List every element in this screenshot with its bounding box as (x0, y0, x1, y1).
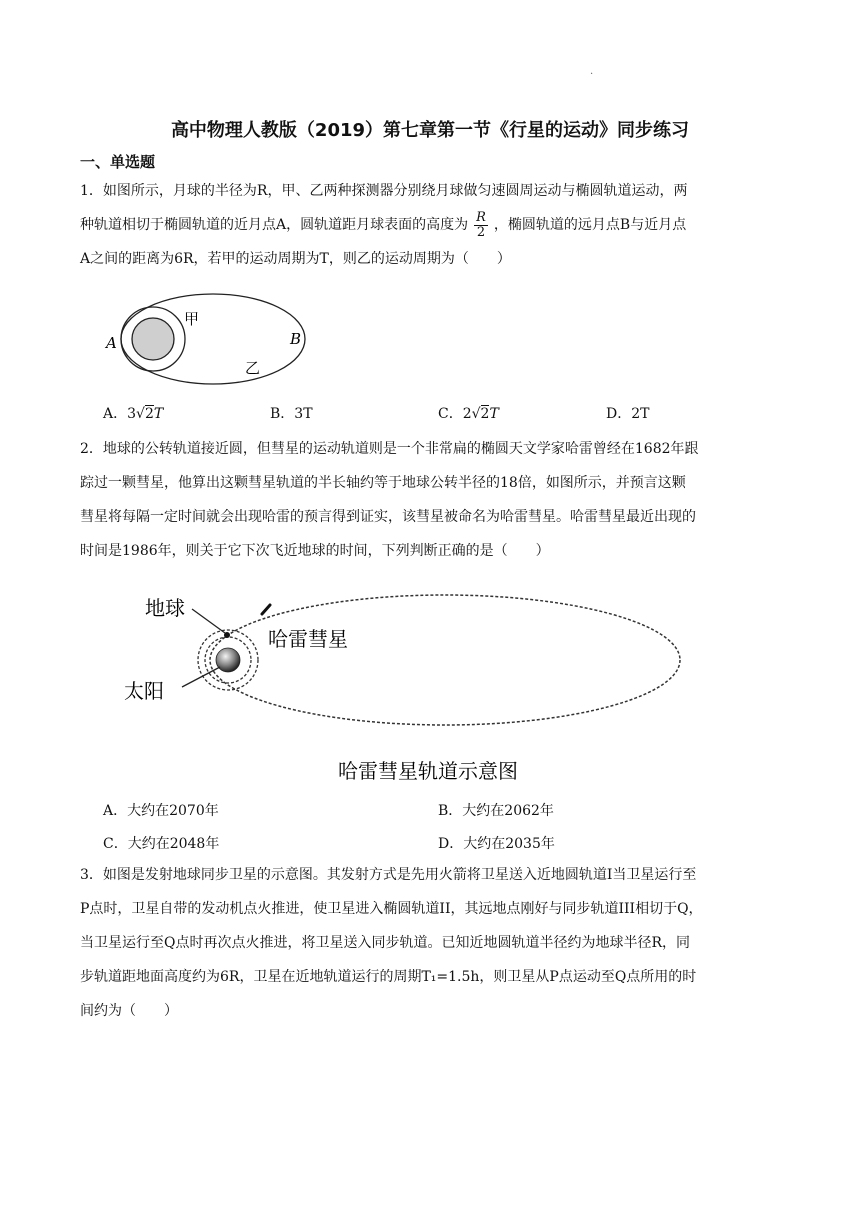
q1-option-c[interactable] (438, 403, 499, 423)
question-1-line-2 (80, 208, 780, 242)
earth-pointer (192, 609, 225, 633)
question-3-line-3: 当卫星运行至Q点时再次点火推进，将卫星送入同步轨道。已知近地圆轨道半径约为地球半径R，同 (80, 935, 691, 951)
question-3-line-2: P点时，卫星自带的发动机点火推进，使卫星进入椭圆轨道II，其远地点刚好与同步轨道III相切于Q， (80, 901, 703, 917)
figure-caption: 哈雷彗星轨道示意图 (338, 759, 518, 783)
q2-option-c[interactable]: C．大约在2048年 (103, 836, 220, 852)
question-3 (80, 858, 780, 1028)
question-3-line-5: 间约为（ ） (80, 1003, 178, 1019)
label-comet: 哈雷彗星 (268, 627, 348, 651)
fraction-denominator: 2 (476, 224, 486, 240)
question-1 (80, 174, 780, 276)
q2-option-a[interactable]: A．大约在2070年 (103, 803, 219, 819)
q1-option-c-prefix: C．2 (438, 406, 472, 422)
q1-option-a-prefix: A．3 (103, 406, 137, 422)
label-sun: 太阳 (124, 679, 164, 703)
moon (132, 318, 174, 360)
question-3-line-1: 3．如图是发射地球同步卫星的示意图。其发射方式是先用火箭将卫星送入近地圆轨道I当卫星运行至 (80, 867, 697, 883)
header-dot: . (590, 66, 594, 77)
sun-pointer (182, 667, 220, 687)
q1-option-b[interactable]: B．3T (270, 406, 313, 422)
question-1-line-2-end: ，椭圆轨道的远月点B与近月点 (493, 217, 687, 233)
label-jia: 甲 (184, 310, 200, 328)
fraction-r-over-2 (474, 211, 488, 240)
q2-option-b[interactable]: B．大约在2062年 (438, 803, 554, 819)
q2-option-d[interactable]: D．大约在2035年 (438, 836, 555, 852)
question-2 (80, 432, 780, 568)
q1-option-d[interactable]: D．2T (606, 406, 650, 422)
sqrt-sign: √ (471, 406, 481, 422)
section-heading: 一、单选题 (80, 153, 156, 171)
moon-orbit-figure (98, 288, 328, 388)
label-a: A (106, 334, 117, 352)
question-1-line-1: 1．如图所示，月球的半径为R，甲、乙两种探测器分别绕月球做匀速圆周运动与椭圆轨道运动，两 (80, 183, 688, 199)
sqrt-sign: √ (136, 406, 145, 422)
comet-orbit (210, 595, 680, 725)
q1-option-c-radicand: 2 (480, 406, 490, 422)
question-2-line-1: 2．地球的公转轨道接近圆，但彗星的运动轨道则是一个非常扁的椭圆天文学家哈雷曾经在1682年跟 (80, 441, 699, 457)
question-2-line-3: 彗星将每隔一定时间就会出现哈雷的预言得到证实，该彗星被命名为哈雷彗星。哈雷彗星最近出现的 (80, 509, 696, 525)
label-earth: 地球 (145, 596, 185, 620)
halley-comet-figure (110, 585, 710, 790)
page-title: 高中物理人教版（2019）第七章第一节《行星的运动》同步练习 (170, 120, 690, 141)
question-3-line-4: 步轨道距地面高度约为6R，卫星在近地轨道运行的周期T₁=1.5h，则卫星从P点运动至Q点所用的时 (80, 969, 697, 985)
q1-option-a[interactable] (103, 403, 163, 423)
q1-option-a-var: T (153, 406, 164, 422)
q1-option-c-var: T (489, 406, 499, 422)
label-yi: 乙 (245, 359, 261, 377)
comet-marker (262, 605, 270, 614)
fraction-numerator: R (476, 209, 486, 225)
question-2-line-4: 时间是1986年，则关于它下次飞近地球的时间，下列判断正确的是（ ） (80, 543, 550, 559)
question-1-line-2-start: 种轨道相切于椭圆轨道的近月点A，圆轨道距月球表面的高度为 (80, 217, 469, 233)
sun (216, 648, 240, 672)
question-1-line-3: A之间的距离为6R，若甲的运动周期为T，则乙的运动周期为（ ） (80, 251, 511, 267)
q1-option-a-radicand: 2 (144, 406, 154, 422)
question-2-line-2: 踪过一颗彗星，他算出这颗彗星轨道的半长轴约等于地球公转半径的18倍，如图所示，并预言这颗 (80, 475, 686, 491)
label-b: B (290, 330, 302, 348)
